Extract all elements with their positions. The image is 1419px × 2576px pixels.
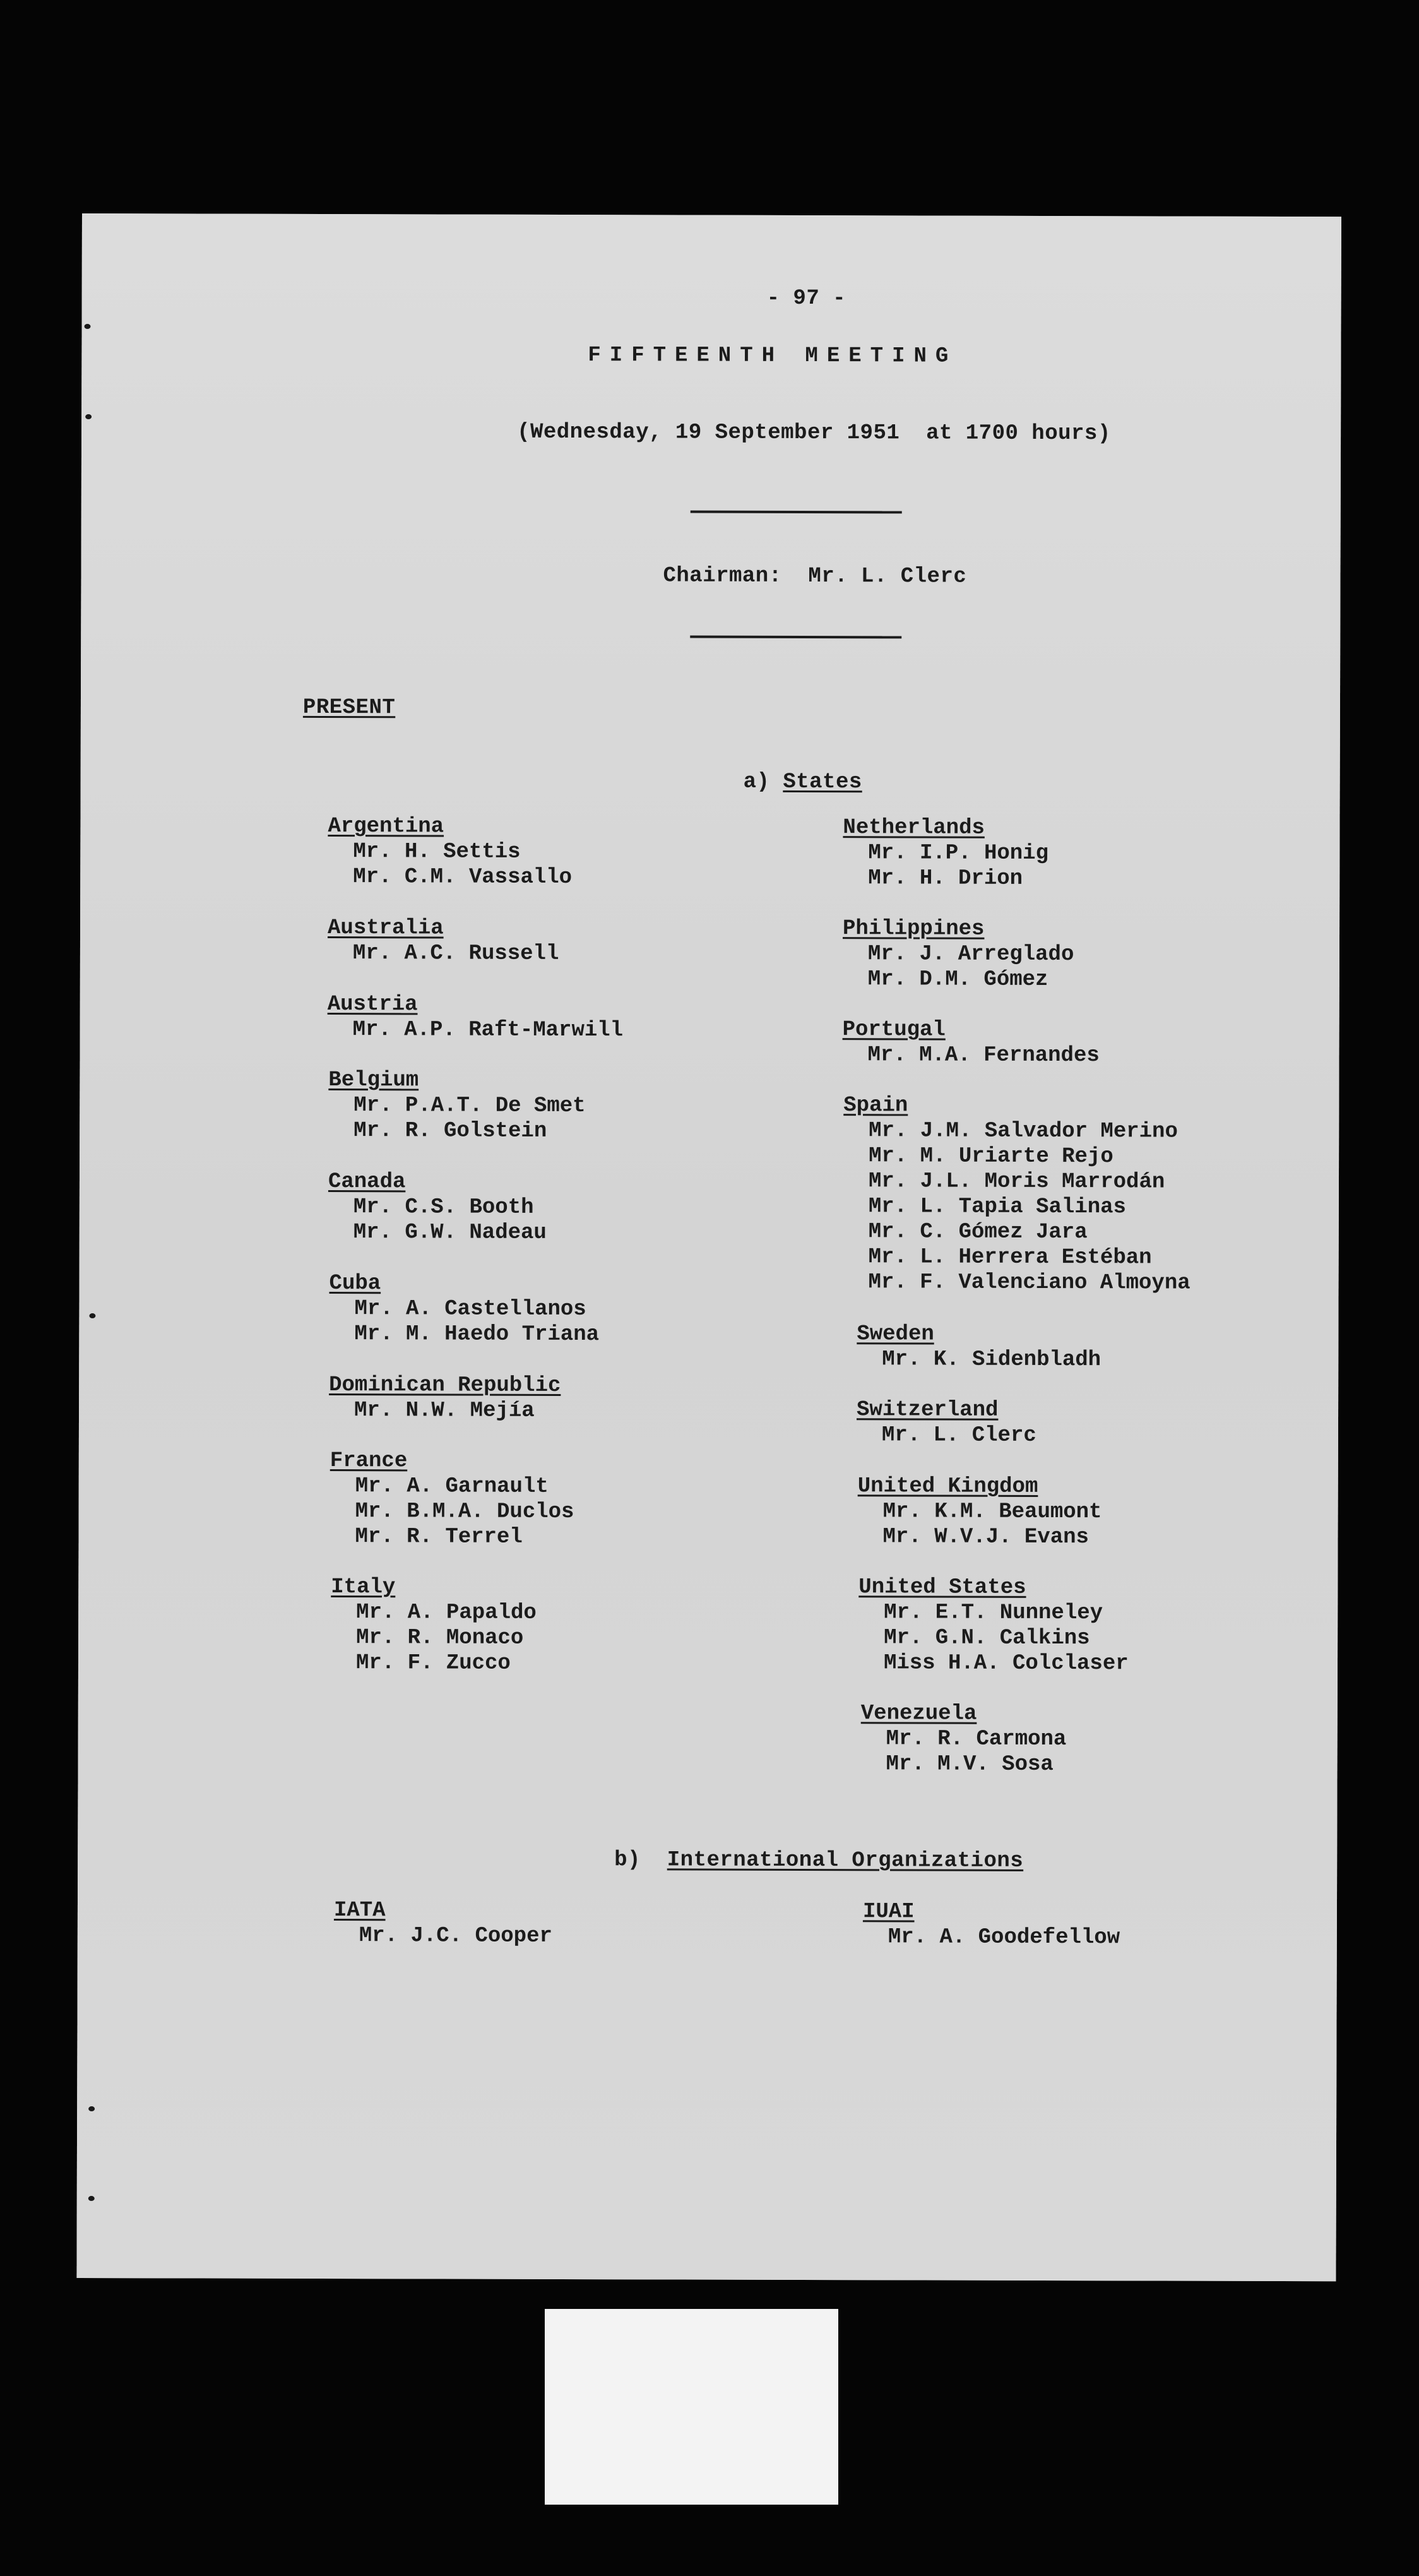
delegate: Mr. R. Golstein bbox=[353, 1119, 547, 1143]
delegate: Mr. H. Settis bbox=[353, 840, 521, 864]
delegate: Mr. A.C. Russell bbox=[352, 941, 559, 966]
country-name: Argentina bbox=[328, 814, 444, 839]
country-block-argentina bbox=[328, 814, 572, 890]
delegate: Mr. F. Valenciano Almoyna bbox=[868, 1270, 1190, 1296]
delegate: Mr. J.C. Cooper bbox=[359, 1924, 552, 1948]
states-heading bbox=[744, 770, 862, 795]
org-block-iuai bbox=[863, 1899, 1120, 1950]
orgs-heading bbox=[614, 1847, 1023, 1874]
country-block-belgium bbox=[328, 1068, 586, 1144]
country-name: Portugal bbox=[842, 1018, 946, 1042]
delegate: Mr. K.M. Beaumont bbox=[882, 1500, 1102, 1525]
delegate: Mr. A. Castellanos bbox=[354, 1297, 586, 1322]
country-name: United States bbox=[858, 1575, 1026, 1600]
delegate: Mr. P.A.T. De Smet bbox=[353, 1094, 586, 1119]
country-block-sweden bbox=[857, 1321, 1101, 1373]
states-prefix: a) bbox=[743, 770, 770, 794]
org-name: IUAI bbox=[862, 1900, 915, 1924]
country-name: France bbox=[330, 1449, 408, 1474]
delegate: Mr. R. Monaco bbox=[356, 1626, 524, 1650]
delegate: Mr. W.V.J. Evans bbox=[882, 1525, 1089, 1550]
edge-mark bbox=[89, 1313, 95, 1318]
date-line: (Wednesday, 19 September 1951 at 1700 hours) bbox=[517, 420, 1111, 446]
delegate: Mr. A. Papaldo bbox=[356, 1601, 537, 1625]
country-name: Venezuela bbox=[860, 1702, 977, 1726]
country-block-switzerland bbox=[857, 1397, 1036, 1448]
country-name: Philippines bbox=[842, 917, 985, 941]
delegate: Mr. R. Carmona bbox=[886, 1727, 1067, 1752]
country-name: Switzerland bbox=[856, 1398, 999, 1422]
delegate: Mr. J.M. Salvador Merino bbox=[869, 1119, 1178, 1144]
country-name: Austria bbox=[327, 993, 418, 1017]
delegate: Mr. K. Sidenbladh bbox=[882, 1347, 1101, 1373]
edge-mark bbox=[85, 414, 92, 419]
delegate: Mr. D.M. Gómez bbox=[867, 967, 1048, 993]
delegate: Mr. R. Terrel bbox=[355, 1525, 523, 1549]
delegate: Mr. C.S. Booth bbox=[353, 1195, 534, 1220]
country-block-united-states bbox=[858, 1575, 1129, 1676]
delegate: Mr. A.P. Raft-Marwill bbox=[352, 1018, 624, 1043]
delegate: Miss H.A. Colclaser bbox=[883, 1651, 1129, 1676]
delegate: Mr. J.L. Moris Marrodán bbox=[868, 1169, 1165, 1195]
country-name: Cuba bbox=[329, 1272, 381, 1296]
delegate: Mr. C. Gómez Jara bbox=[868, 1220, 1088, 1245]
divider bbox=[690, 636, 901, 639]
delegate: Mr. C.M. Vassallo bbox=[353, 865, 573, 890]
country-block-philippines bbox=[843, 916, 1074, 993]
edge-mark bbox=[85, 324, 91, 329]
country-name: Canada bbox=[328, 1170, 406, 1195]
country-name: Dominican Republic bbox=[329, 1373, 561, 1398]
archive-slip bbox=[545, 2309, 838, 2505]
country-name: Sweden bbox=[857, 1322, 934, 1347]
country-block-dominican-republic bbox=[329, 1373, 561, 1424]
org-name: IATA bbox=[333, 1899, 386, 1923]
delegate: Mr. M. Haedo Triana bbox=[354, 1322, 600, 1347]
orgs-prefix: b) bbox=[614, 1848, 641, 1873]
delegate: Mr. B.M.A. Duclos bbox=[355, 1500, 574, 1525]
states-label: States bbox=[783, 770, 862, 795]
country-block-venezuela bbox=[861, 1701, 1067, 1777]
country-name: Spain bbox=[843, 1094, 908, 1118]
delegate: Mr. G.W. Nadeau bbox=[353, 1220, 547, 1245]
country-name: Australia bbox=[327, 916, 444, 941]
delegate: Mr. M. Uriarte Rejo bbox=[869, 1144, 1113, 1169]
country-block-spain bbox=[843, 1093, 1191, 1296]
country-name: United Kingdom bbox=[857, 1474, 1038, 1499]
org-block-iata bbox=[334, 1898, 552, 1949]
delegate: Mr. L. Herrera Estéban bbox=[868, 1245, 1152, 1270]
delegate: Mr. L. Tapia Salinas bbox=[868, 1195, 1127, 1220]
delegate: Mr. J. Arreglado bbox=[867, 942, 1074, 967]
country-name: Netherlands bbox=[843, 816, 985, 840]
country-block-cuba bbox=[329, 1271, 599, 1347]
country-name: Italy bbox=[331, 1575, 396, 1600]
country-block-austria bbox=[328, 992, 624, 1043]
orgs-label: International Organizations bbox=[667, 1848, 1024, 1873]
country-block-france bbox=[330, 1448, 574, 1550]
edge-mark bbox=[88, 2196, 95, 2201]
country-block-united-kingdom bbox=[857, 1474, 1101, 1550]
delegate: Mr. M.A. Fernandes bbox=[867, 1043, 1100, 1068]
delegate: Mr. I.P. Honig bbox=[868, 841, 1049, 866]
meeting-title: FIFTEENTH MEETING bbox=[588, 343, 958, 369]
delegate: Mr. L. Clerc bbox=[881, 1423, 1036, 1448]
divider bbox=[691, 511, 902, 514]
country-block-australia bbox=[328, 915, 559, 967]
delegate: Mr. E.T. Nunneley bbox=[884, 1601, 1103, 1626]
country-block-portugal bbox=[842, 1017, 1099, 1068]
country-name: Belgium bbox=[328, 1068, 419, 1093]
page-number: - 97 - bbox=[766, 286, 846, 311]
chairman-line: Chairman: Mr. L. Clerc bbox=[663, 564, 967, 589]
delegate: Mr. M.V. Sosa bbox=[886, 1752, 1054, 1777]
edge-mark bbox=[88, 2106, 95, 2111]
delegate: Mr. H. Drion bbox=[868, 866, 1023, 891]
delegate: Mr. A. Goodefellow bbox=[888, 1925, 1120, 1950]
present-heading: PRESENT bbox=[302, 695, 396, 720]
delegate: Mr. N.W. Mejía bbox=[353, 1398, 535, 1423]
delegate: Mr. A. Garnault bbox=[355, 1474, 549, 1499]
delegate: Mr. G.N. Calkins bbox=[884, 1626, 1090, 1651]
country-block-italy bbox=[331, 1575, 537, 1676]
country-block-canada bbox=[328, 1169, 547, 1246]
country-block-netherlands bbox=[843, 815, 1048, 891]
document-page bbox=[76, 213, 1341, 2281]
delegate: Mr. F. Zucco bbox=[355, 1651, 511, 1676]
